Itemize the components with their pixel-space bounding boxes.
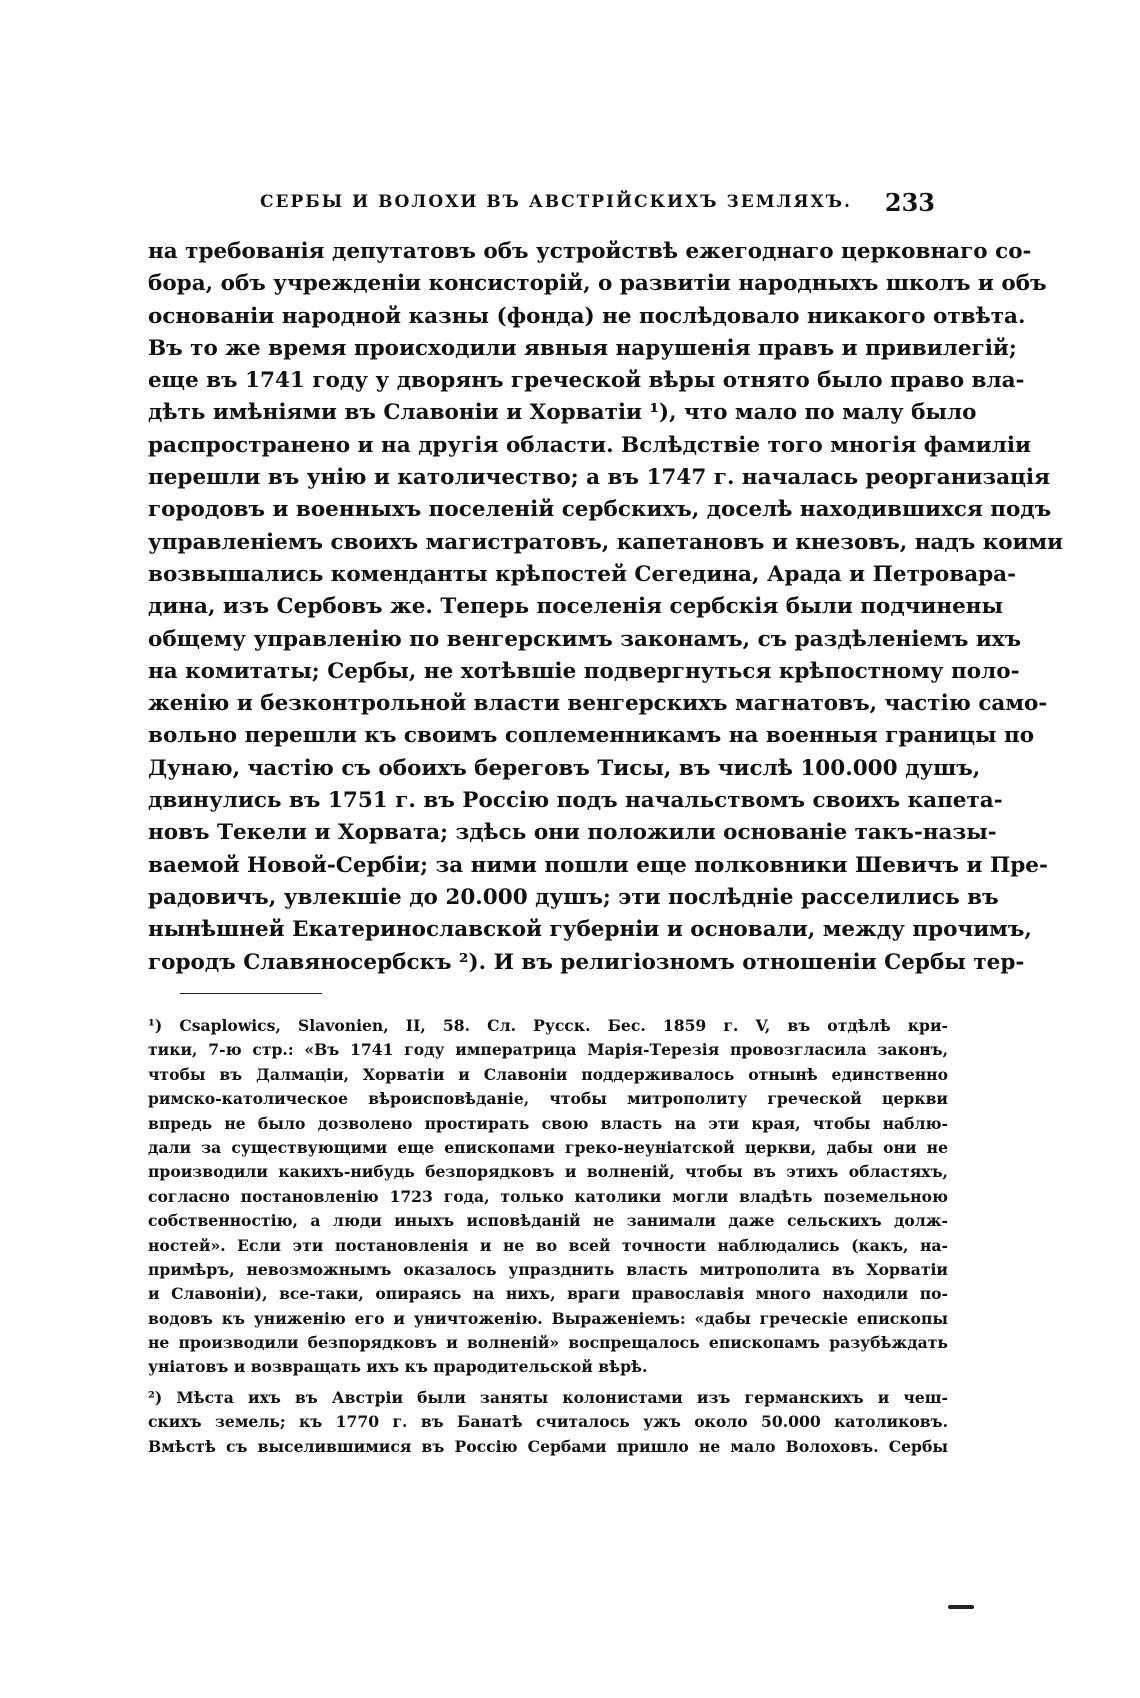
footnote-line: тики, 7-ю стр.: «Въ 1741 году императрица Марія-Терезія провозгласила законъ, [148,1040,948,1060]
print-mark [948,1605,974,1609]
footnote-line: не производили безпорядковъ и волненій» воспрещалось епископамъ разубѣждать [148,1333,948,1353]
text-line: Въ то же время происходили явныя нарушенія правъ и привилегій; [148,335,1017,361]
text-line: возвышались коменданты крѣпостей Сегедина, Арада и Петровара- [148,561,1017,587]
text-line: бора, объ учрежденіи консисторій, о развитіи народныхъ школъ и объ [148,271,1047,297]
text-line: вольно перешли къ своимъ соплеменникамъ на военныя границы по [148,723,1035,749]
footnote-line: уніатовъ и возвращать ихъ къ прародительской вѣрѣ. [148,1357,648,1377]
footnote-2 [148,1386,948,1459]
text-line: нынѣшней Екатеринославской губерніи и основали, между прочимъ, [148,917,1032,943]
text-line: еще въ 1741 году у дворянъ греческой вѣры отнято было право вла- [148,368,1025,394]
footnote-line: ностей». Если эти постановленія и не во всей точности наблюдались (какъ, на- [148,1235,948,1255]
text-line: ваемой Новой-Сербіи; за ними пошли еще полковники Шевичъ и Пре- [148,852,1048,878]
footnote-line: чтобы въ Далмаціи, Хорватіи и Славоніи поддерживалось отнынѣ единственно [148,1064,948,1084]
text-line: управленіемъ своихъ магистратовъ, капетановъ и кнезовъ, надъ коими [148,529,1064,555]
text-line: Дунаю, частію съ обоихъ береговъ Тисы, въ числѣ 100.000 душъ, [148,755,981,781]
footnotes [148,1014,948,1459]
footnote-line: производили какихъ-нибудь безпорядковъ и волненій, чтобы въ этихъ областяхъ, [148,1162,948,1182]
text-line: городовъ и военныхъ поселеній сербскихъ, доселѣ находившихся подъ [148,497,1052,523]
text-line: общему управленію по венгерскимъ законамъ, съ раздѣленіемъ ихъ [148,626,1022,652]
footnote-line: и Славоніи), все-таки, опираясь на нихъ, враги православія много находили по- [148,1284,948,1304]
footnote-line: дали за существующими еще епископами греко-неуніатской церкви, дабы они не [148,1137,948,1157]
running-head [150,188,945,218]
text-line: городъ Славяносербскъ ²). И въ религіозномъ отношеніи Сербы тер- [148,949,1025,975]
footnote-separator [180,993,322,994]
text-line: двинулись въ 1751 г. въ Россію подъ начальствомъ своихъ капета- [148,788,1003,814]
text-line: перешли въ унію и католичество; а въ 1747 г. началась реорганизація [148,465,1050,491]
text-line: на комитаты; Сербы, не хотѣвшіе подвергнуться крѣпостному поло- [148,658,1020,684]
footnote-line: водовъ къ униженію его и уничтоженію. Выраженіемъ: «дабы греческіе епископы [148,1308,948,1328]
text-line: радовичъ, увлекшіе до 20.000 душъ; эти послѣдніе расселились въ [148,884,999,910]
page-number: 233 [884,188,935,217]
text-line: распространено и на другія области. Вслѣдствіе того многія фамиліи [148,432,1031,458]
footnote-line: согласно постановленію 1723 года, только католики могли владѣть поземельною [148,1186,948,1206]
text-line: дина, изъ Сербовъ же. Теперь поселенія сербскія были подчинены [148,594,1004,620]
text-line: женію и безконтрольной власти венгерскихъ магнатовъ, частію само- [148,691,1048,717]
main-text [148,236,1064,979]
text-line: дѣть имѣніями въ Славоніи и Хорватіи ¹), что мало по малу было [148,400,977,426]
footnote-line: Вмѣстѣ съ выселившимися въ Россію Сербами пришло не мало Волоховъ. Сербы [148,1436,948,1456]
running-title: СЕРБЫ И ВОЛОХИ ВЪ АВСТРІЙСКИХЪ ЗЕМЛЯХЪ. [260,192,852,212]
footnote-1 [148,1014,948,1380]
footnote-line: примѣръ, невозможнымъ оказалось упразднить власть митрополита въ Хорватіи [148,1259,948,1279]
text-line: на требованія депутатовъ объ устройствѣ ежегоднаго церковнаго со- [148,239,1032,264]
footnote-line: скихъ земель; къ 1770 г. въ Банатѣ считалось ужъ около 50.000 католиковъ. [148,1412,948,1432]
text-line: новъ Текели и Хорвата; здѣсь они положили основаніе такъ-назы- [148,820,997,846]
text-line: основаніи народной казны (фонда) не послѣдовало никакого отвѣта. [148,303,1026,329]
footnote-line: ²) Мѣста ихъ въ Австріи были заняты колонистами изъ германскихъ и чеш- [148,1387,948,1407]
footnote-line: римско-католическое вѣроисповѣданіе, чтобы митрополиту греческой церкви [148,1089,948,1109]
footnote-line: собственностію, а люди иныхъ исповѣданій не занимали даже сельскихъ долж- [148,1211,948,1231]
footnote-line: ¹) Csaplowics, Slavonien, II, 58. Сл. Русск. Бес. 1859 г. V, въ отдѣлѣ кри- [148,1016,948,1035]
footnote-line: впредь не было дозволено простирать свою власть на эти края, чтобы наблю- [148,1113,948,1133]
